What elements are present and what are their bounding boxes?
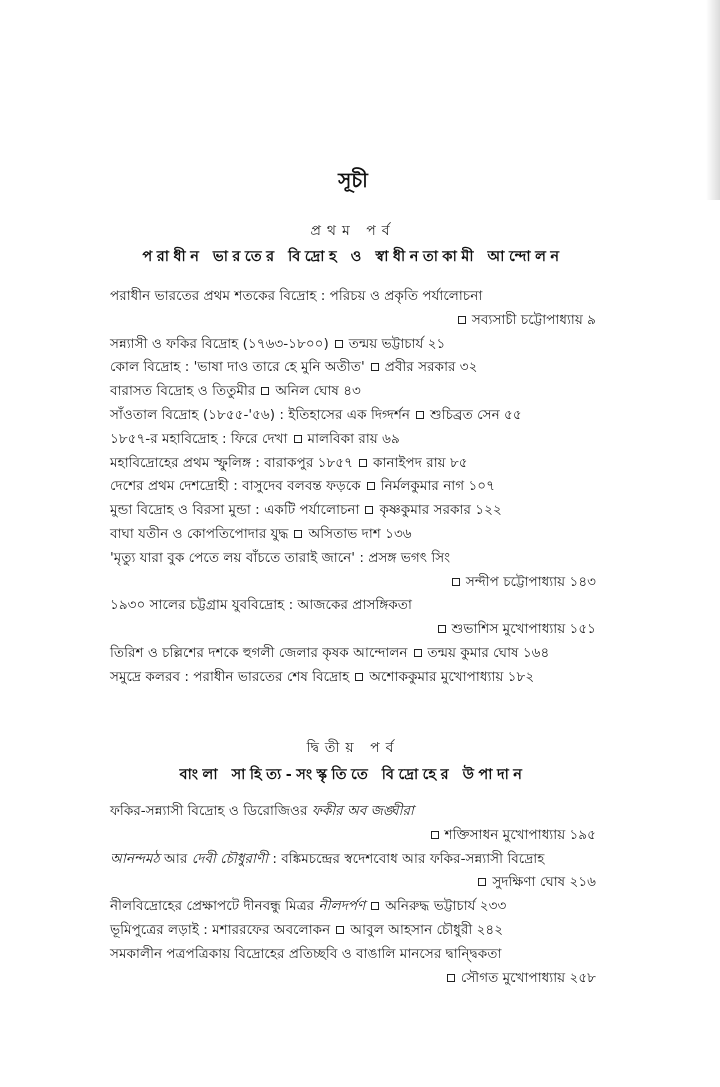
part1-label: প্রথম পর্ব	[310, 223, 396, 239]
entry-author-page: অসিতাভ দাশ ১৩৬	[308, 525, 412, 542]
toc-entry[interactable]	[110, 356, 596, 380]
entry-title: পরাধীন ভারতের প্রথম শতকের বিদ্রোহ : পরিচয় ও প্রকৃতি পর্যালোচনা	[110, 288, 483, 304]
entry-title: আর	[159, 850, 192, 867]
entry-author-page: সব্যসাচী চট্টোপাধ্যায় ৯	[471, 311, 596, 328]
entry-author-page: সুদক্ষিণা ঘোষ ২১৬	[492, 874, 596, 891]
entry-author-page: শক্তিসাধন মুখোপাধ্যায় ১৯৫	[444, 826, 596, 843]
toc-entry[interactable]	[110, 285, 596, 333]
entry-author-page: অনিল ঘোষ ৪৩	[275, 383, 361, 400]
toc-entry[interactable]	[110, 452, 596, 476]
part2-entries	[110, 800, 596, 990]
toc-entry[interactable]	[110, 800, 596, 848]
entry-title: দেশের প্রথম দেশদ্রোহী : বাসুদেব বলবন্ত ফড়কে	[110, 478, 361, 495]
entry-title: বাঘা যতীন ও কোপতিপোদার যুদ্ধ	[110, 525, 289, 542]
toc-entry[interactable]	[110, 499, 596, 523]
toc-entry[interactable]	[110, 642, 596, 666]
entry-title: সাঁওতাল বিদ্রোহ (১৮৫৫-'৫৬) : ইতিহাসের এক দিগ্দর্শন	[110, 406, 410, 423]
entry-author-page: তন্ময় কুমার ঘোষ ১৬৪	[427, 644, 550, 661]
entry-author-page: প্রবীর সরকার ৩২	[384, 359, 478, 376]
toc-entry[interactable]	[110, 523, 596, 547]
toc-entry[interactable]	[110, 404, 596, 428]
entry-title: সমুদ্রে কলরব : পরাধীন ভারতের শেষ বিদ্রোহ	[110, 668, 350, 685]
entry-title: মুন্ডা বিদ্রোহ ও বিরসা মুন্ডা : একটি পর্যালোচনা	[110, 502, 360, 519]
part1-heading: পরাধীন ভারতের বিদ্রোহ ও স্বাধীনতাকামী আন্দোলন	[142, 249, 564, 265]
entry-author-page: অশোককুমার মুখোপাধ্যায় ১৮২	[369, 668, 535, 685]
entry-title-italic: নীলদর্পণ	[318, 898, 366, 915]
toc-entry[interactable]	[110, 895, 596, 919]
entry-author-page: সৌগত মুখোপাধ্যায় ২৫৮	[460, 969, 596, 986]
entry-title: : বঙ্কিমচন্দ্রের স্বদেশবোধ আর ফকির-সন্ন্যাসী বিদ্রোহ	[268, 850, 545, 867]
entry-author-page: নির্মলকুমার নাগ ১০৭	[380, 478, 495, 495]
part1-entries	[110, 285, 596, 690]
square-bullet-icon	[371, 902, 379, 910]
toc-entry[interactable]	[110, 547, 596, 595]
entry-author-page: অনিরুদ্ধ ভট্টাচার্য ২৩৩	[385, 898, 507, 915]
part2-label: দ্বিতীয় পর্ব	[306, 740, 400, 756]
square-bullet-icon	[355, 673, 363, 681]
entry-title: কোল বিদ্রোহ : 'ভাষা দাও তারে হে মুনি অতীত'	[110, 359, 365, 376]
entry-author-page: শুচিব্রত সেন ৫৫	[430, 406, 522, 423]
square-bullet-icon	[478, 878, 486, 886]
square-bullet-icon	[447, 974, 455, 982]
square-bullet-icon	[335, 340, 343, 348]
entry-title: সমকালীন পত্রপত্রিকায় বিদ্রোহের প্রতিচ্ছবি ও বাঙালি মানসের দ্বান্দ্বিকতা	[110, 945, 502, 962]
square-bullet-icon	[261, 387, 269, 395]
entry-title: ভূমিপুত্রের লড়াই : মশাররফের অবলোকন	[110, 921, 331, 938]
toc-entry[interactable]	[110, 380, 596, 404]
entry-title: ১৯৩০ সালের চট্টগ্রাম যুববিদ্রোহ : আজকের প্রাসঙ্গিকতা	[110, 597, 412, 614]
square-bullet-icon	[365, 506, 373, 514]
entry-author-page: কানাইপদ রায় ৮৫	[372, 454, 468, 471]
entry-author-page: সন্দীপ চট্টোপাধ্যায় ১৪৩	[465, 573, 596, 590]
entry-title-italic: আনন্দমঠ	[110, 850, 160, 867]
entry-author-page: কৃষ্ণকুমার সরকার ১২২	[379, 502, 502, 519]
entry-title: বারাসত বিদ্রোহ ও তিতুমীর	[110, 383, 256, 400]
square-bullet-icon	[294, 530, 302, 538]
page-edge-shadow	[706, 0, 720, 200]
toc-entry[interactable]	[110, 475, 596, 499]
square-bullet-icon	[336, 926, 344, 934]
toc-entry[interactable]	[110, 594, 596, 642]
entry-title: সন্ন্যাসী ও ফকির বিদ্রোহ (১৭৬৩-১৮০০)	[110, 335, 329, 352]
toc-entry[interactable]	[110, 428, 596, 452]
square-bullet-icon	[438, 625, 446, 633]
entry-title: ১৮৫৭-র মহাবিদ্রোহ : ফিরে দেখা	[110, 430, 288, 447]
square-bullet-icon	[431, 831, 439, 839]
toc-entry[interactable]	[110, 666, 596, 690]
square-bullet-icon	[414, 649, 422, 657]
entry-author-page: তন্ময় ভট্টাচার্য ২১	[348, 335, 446, 352]
square-bullet-icon	[416, 411, 424, 419]
square-bullet-icon	[458, 316, 466, 324]
toc-entry[interactable]	[110, 919, 596, 943]
entry-author-page: শুভাশিস মুখোপাধ্যায় ১৫১	[451, 621, 596, 638]
toc-entry[interactable]	[110, 333, 596, 357]
entry-title: নীলবিদ্রোহের প্রেক্ষাপটে দীনবন্ধু মিত্রর	[110, 898, 319, 915]
part2-heading: বাংলা সাহিত্য-সংস্কৃতিতে বিদ্রোহের উপাদান	[179, 767, 527, 783]
square-bullet-icon	[371, 363, 379, 371]
square-bullet-icon	[367, 482, 375, 490]
entry-title: মহাবিদ্রোহের প্রথম স্ফুলিঙ্গ : বারাকপুর ১৮৫৭	[110, 454, 353, 471]
entry-title-italic: ফকীর অব জঙ্ঘীরা	[311, 803, 414, 819]
entry-author-page: মালবিকা রায় ৬৯	[307, 430, 400, 447]
page-title: সূচী	[338, 168, 368, 192]
entry-title-italic: দেবী চৌধুরাণী	[191, 850, 269, 867]
entry-title: 'মৃত্যু যারা বুক পেতে লয় বাঁচতে তারাই জানে' : প্রসঙ্গ ভগৎ সিং	[110, 549, 451, 566]
entry-title: ফকির-সন্ন্যাসী বিদ্রোহ ও ডিরোজিওর	[110, 803, 312, 819]
entry-title: তিরিশ ও চল্লিশের দশকে হুগলী জেলার কৃষক আন্দোলন	[110, 644, 408, 661]
square-bullet-icon	[359, 459, 367, 467]
toc-entry[interactable]	[110, 848, 596, 896]
entry-author-page: আবুল আহসান চৌধুরী ২৪২	[350, 921, 504, 938]
square-bullet-icon	[452, 578, 460, 586]
toc-entry[interactable]	[110, 943, 596, 991]
square-bullet-icon	[294, 435, 302, 443]
